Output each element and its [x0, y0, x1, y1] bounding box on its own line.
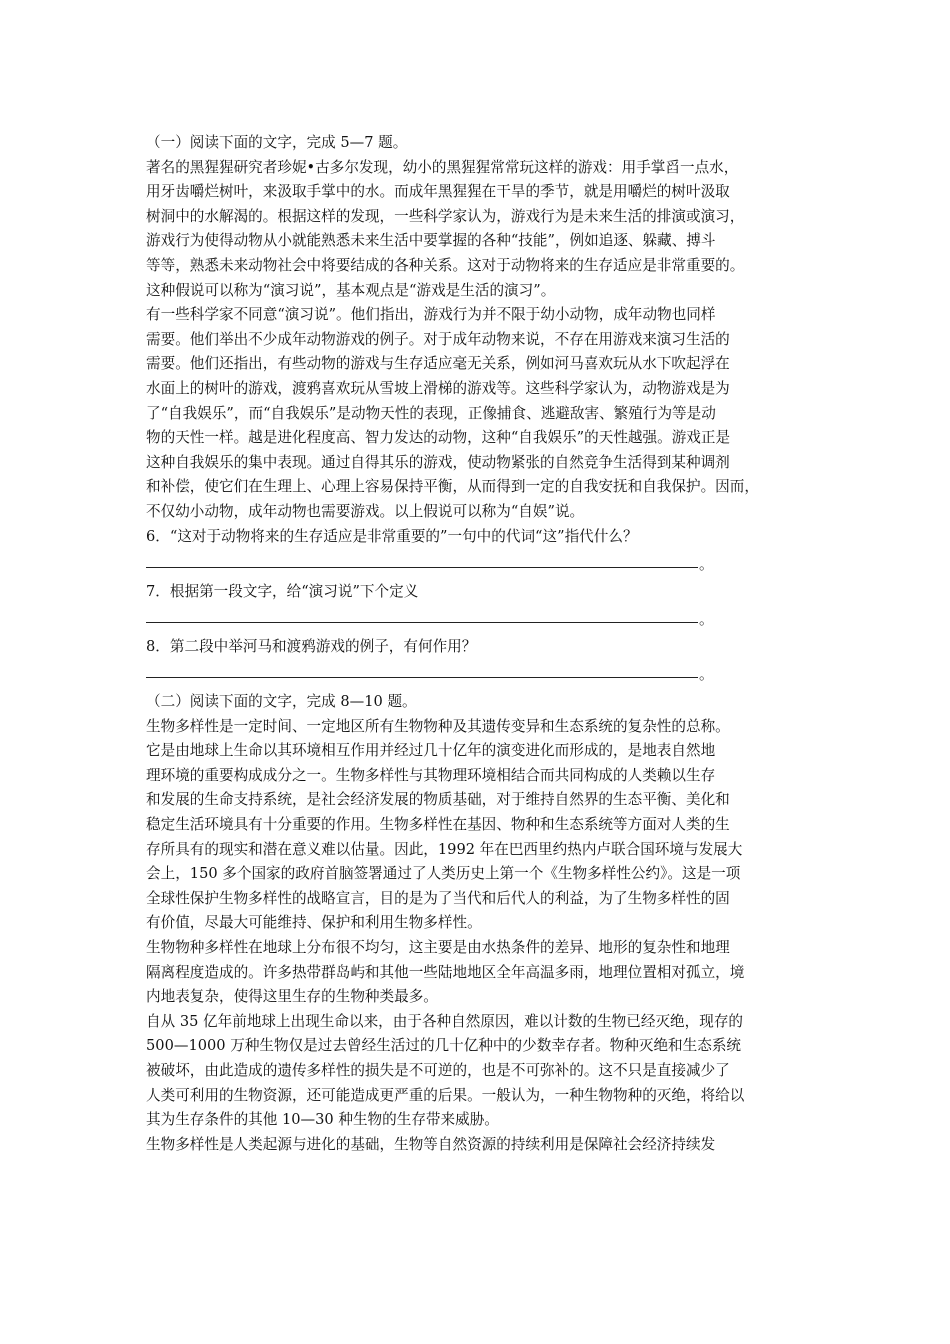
- passage-line: 被破坏，由此造成的遗传多样性的损失是不可逆的，也是不可弥补的。这不只是直接减少了: [146, 1061, 730, 1079]
- passage-line: 其为生存条件的其他 10—30 种生物的生存带来威胁。: [146, 1111, 499, 1129]
- question-8: [146, 635, 808, 684]
- passage-line: 不仅幼小动物，成年动物也需要游戏。以上假说可以称为“自娱”说。: [146, 502, 585, 520]
- document-page: [146, 131, 808, 1157]
- question-text: 6．“这对于动物将来的生存适应是非常重要的”一句中的代词“这”指代什么？: [146, 527, 638, 545]
- passage-line: 需要。他们还指出，有些动物的游戏与生存适应毫无关系，例如河马喜欢玩从水下吹起浮在: [146, 355, 730, 373]
- passage-line: 稳定生活环境具有十分重要的作用。生物多样性在基因、物种和生态系统等方面对人类的生: [146, 816, 730, 834]
- passage-line: 等等，熟悉未来动物社会中将要结成的各种关系。这对于动物将来的生存适应是非常重要的。: [146, 256, 745, 274]
- passage-line: 有价值，尽最大可能维持、保护和利用生物多样性。: [146, 914, 482, 932]
- section-2-passage: [146, 715, 808, 1158]
- answer-underline: [146, 677, 698, 678]
- answer-underline: [146, 622, 698, 623]
- passage-line: 理环境的重要构成成分之一。生物多样性与其物理环境相结合而共同构成的人类赖以生存: [146, 766, 716, 784]
- passage-line: 人类可利用的生物资源，还可能造成更严重的后果。一般认为，一种生物物种的灭绝，将给以: [146, 1086, 745, 1104]
- answer-field[interactable]: [146, 604, 808, 629]
- passage-line: 和补偿，使它们在生理上、心理上容易保持平衡，从而得到一定的自我安抚和自我保护。因而，: [146, 478, 759, 496]
- passage-line: 500—1000 万种生物仅是过去曾经生活过的几十亿种中的少数幸存者。物种灭绝和生态系统: [146, 1037, 742, 1055]
- passage-line: 用牙齿嚼烂树叶，来汲取手掌中的水。而成年黑猩猩在干旱的季节，就是用嚼烂的树叶汲取: [146, 183, 730, 201]
- passage-line: 存所具有的现实和潜在意义难以估量。因此，1992 年在巴西里约热内卢联合国环境与发展大: [146, 840, 743, 858]
- passage-line: 有一些科学家不同意“演习说”。他们指出，游戏行为并不限于幼小动物，成年动物也同样: [146, 306, 716, 324]
- answer-period: 。: [699, 610, 714, 628]
- passage-line: 了“自我娱乐”，而“自我娱乐”是动物天性的表现，正像捕食、逃避敌害、繁殖行为等是动: [146, 404, 716, 422]
- question-text: 8．第二段中举河马和渡鸦游戏的例子，有何作用？: [146, 637, 477, 655]
- passage-line: 游戏行为使得动物从小就能熟悉未来生活中要掌握的各种“技能”，例如追逐、躲藏、搏斗: [146, 232, 716, 250]
- passage-line: 生物物种多样性在地球上分布很不均匀，这主要是由水热条件的差异、地形的复杂性和地理: [146, 939, 730, 956]
- passage-line: 会上，150 多个国家的政府首脑签署通过了人类历史上第一个《生物多样性公约》。这是一项: [146, 865, 741, 883]
- section-1-heading: （一）阅读下面的文字，完成 5—7 题。: [146, 134, 408, 151]
- passage-line: 树洞中的水解渴的。根据这样的发现，一些科学家认为，游戏行为是未来生活的排演或演习，: [146, 207, 745, 225]
- question-6: [146, 525, 808, 574]
- passage-line: 生物多样性是人类起源与进化的基础，生物等自然资源的持续利用是保障社会经济持续发: [146, 1135, 716, 1153]
- passage-line: 需要。他们举出不少成年动物游戏的例子。对于成年动物来说，不存在用游戏来演习生活的: [146, 330, 730, 348]
- passage-line: 生物多样性是一定时间、一定地区所有生物物种及其遗传变异和生态系统的复杂性的总称。: [146, 717, 730, 735]
- passage-line: 著名的黑猩猩研究者珍妮•古多尔发现，幼小的黑猩猩常常玩这样的游戏：用手掌舀一点水，: [146, 158, 739, 176]
- question-text: 7．根据第一段文字，给“演习说”下个定义: [146, 582, 419, 600]
- answer-underline: [146, 567, 698, 568]
- passage-line: 隔离程度造成的。许多热带群岛屿和其他一些陆地地区全年高温多雨，地理位置相对孤立，境: [146, 963, 745, 981]
- passage-line: 这种假说可以称为“演习说”，基本观点是“游戏是生活的演习”。: [146, 281, 556, 299]
- answer-period: 。: [699, 555, 714, 573]
- answer-field[interactable]: [146, 659, 808, 684]
- section-1-passage: [146, 156, 808, 525]
- passage-line: 内地表复杂，使得这里生存的生物种类最多。: [146, 988, 438, 1006]
- passage-line: 它是由地球上生命以其环境相互作用并经过几十亿年的演变进化而形成的，是地表自然地: [146, 742, 716, 760]
- question-7: [146, 580, 808, 629]
- passage-line: 自从 35 亿年前地球上出现生命以来，由于各种自然原因，难以计数的生物已经灭绝，现存的: [146, 1012, 744, 1030]
- answer-period: 。: [699, 666, 714, 684]
- passage-line: 水面上的树叶的游戏，渡鸦喜欢玩从雪坡上滑梯的游戏等。这些科学家认为，动物游戏是为: [146, 379, 730, 397]
- section-2-heading: （二）阅读下面的文字，完成 8—10 题。: [146, 693, 417, 711]
- passage-line: 全球性保护生物多样性的战略宣言，目的是为了当代和后代人的利益，为了生物多样性的固: [146, 889, 730, 907]
- passage-line: 这种自我娱乐的集中表现。通过自得其乐的游戏，使动物紧张的自然竞争生活得到某种调剂: [146, 453, 730, 471]
- passage-line: 物的天性一样。越是进化程度高、智力发达的动物，这种“自我娱乐”的天性越强。游戏正是: [146, 429, 731, 447]
- answer-field[interactable]: [146, 549, 808, 574]
- passage-line: 和发展的生命支持系统，是社会经济发展的物质基础，对于维持自然界的生态平衡、美化和: [146, 791, 730, 809]
